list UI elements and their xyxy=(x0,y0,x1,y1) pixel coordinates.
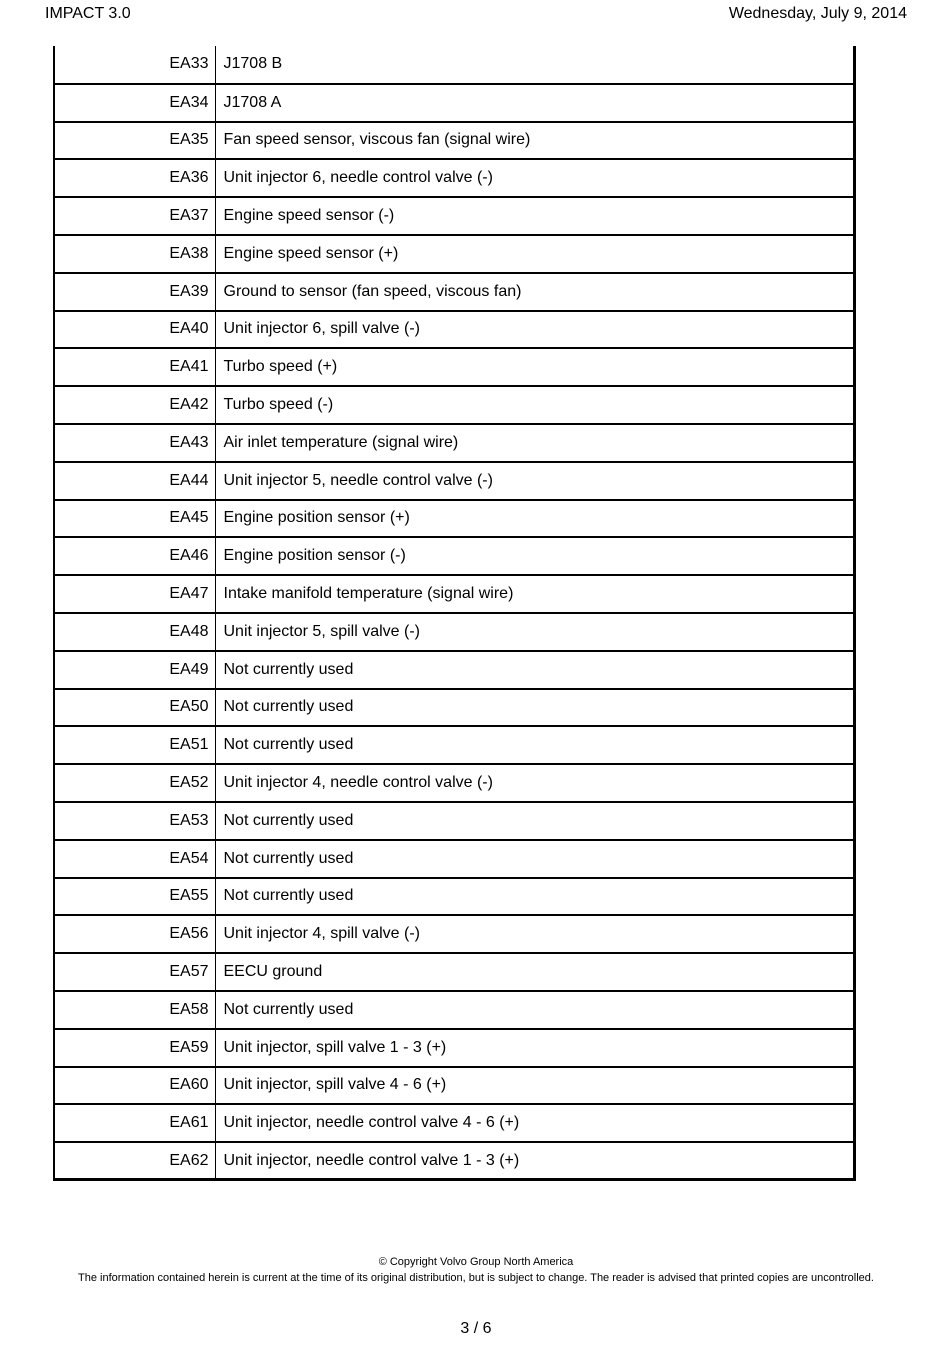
pin-table xyxy=(53,46,856,1181)
pin-code-cell: EA51 xyxy=(54,726,215,764)
pin-code-cell: EA55 xyxy=(54,878,215,916)
table-row xyxy=(54,613,855,651)
pin-code-cell: EA61 xyxy=(54,1104,215,1142)
table-row xyxy=(54,537,855,575)
pin-code-cell: EA60 xyxy=(54,1067,215,1105)
pin-description-cell: Not currently used xyxy=(215,726,855,764)
pin-code-cell: EA38 xyxy=(54,235,215,273)
pin-description-cell: Turbo speed (+) xyxy=(215,348,855,386)
table-row xyxy=(54,348,855,386)
page-number: 3 / 6 xyxy=(460,1320,492,1337)
pin-code-cell: EA58 xyxy=(54,991,215,1029)
pin-description-cell: Unit injector, needle control valve 4 - 6 (+) xyxy=(215,1104,855,1142)
pin-description-cell: Not currently used xyxy=(215,878,855,916)
table-row xyxy=(54,424,855,462)
pin-code-cell: EA48 xyxy=(54,613,215,651)
pin-code-cell: EA45 xyxy=(54,500,215,538)
table-row xyxy=(54,802,855,840)
pin-code-cell: EA50 xyxy=(54,689,215,727)
table-row xyxy=(54,235,855,273)
table-row xyxy=(54,273,855,311)
pin-code-cell: EA34 xyxy=(54,84,215,122)
pin-code-cell: EA59 xyxy=(54,1029,215,1067)
pin-description-cell: Unit injector, spill valve 1 - 3 (+) xyxy=(215,1029,855,1067)
table-row xyxy=(54,197,855,235)
table-row xyxy=(54,651,855,689)
pin-description-cell: Ground to sensor (fan speed, viscous fan) xyxy=(215,273,855,311)
app-title: IMPACT 3.0 xyxy=(45,5,131,22)
pin-code-cell: EA53 xyxy=(54,802,215,840)
table-row xyxy=(54,991,855,1029)
pin-code-cell: EA52 xyxy=(54,764,215,802)
table-row xyxy=(54,953,855,991)
pin-description-cell: Unit injector 5, needle control valve (-) xyxy=(215,462,855,500)
pin-code-cell: EA39 xyxy=(54,273,215,311)
pin-code-cell: EA37 xyxy=(54,197,215,235)
pin-code-cell: EA49 xyxy=(54,651,215,689)
pin-description-cell: J1708 B xyxy=(215,46,855,84)
pin-code-cell: EA33 xyxy=(54,46,215,84)
pin-code-cell: EA62 xyxy=(54,1142,215,1180)
table-row xyxy=(54,764,855,802)
pin-code-cell: EA56 xyxy=(54,915,215,953)
table-row xyxy=(54,500,855,538)
disclaimer-text: The information contained herein is current at the time of its original distribution, but is subject to change. The reader is advised that printed copies are uncontrolled. xyxy=(78,1272,874,1284)
pin-code-cell: EA36 xyxy=(54,159,215,197)
pin-description-cell: Unit injector 6, spill valve (-) xyxy=(215,311,855,349)
table-row xyxy=(54,726,855,764)
pin-code-cell: EA44 xyxy=(54,462,215,500)
pin-code-cell: EA54 xyxy=(54,840,215,878)
pin-code-cell: EA41 xyxy=(54,348,215,386)
table-row xyxy=(54,46,855,84)
table-row xyxy=(54,575,855,613)
pin-description-cell: Engine speed sensor (-) xyxy=(215,197,855,235)
pin-description-cell: Not currently used xyxy=(215,651,855,689)
pin-code-cell: EA42 xyxy=(54,386,215,424)
pin-description-cell: EECU ground xyxy=(215,953,855,991)
table-row xyxy=(54,1067,855,1105)
pin-description-cell: Unit injector 5, spill valve (-) xyxy=(215,613,855,651)
table-row xyxy=(54,386,855,424)
pin-description-cell: Unit injector 6, needle control valve (-) xyxy=(215,159,855,197)
table-row xyxy=(54,1029,855,1067)
pin-code-cell: EA46 xyxy=(54,537,215,575)
pin-description-cell: Engine speed sensor (+) xyxy=(215,235,855,273)
table-row xyxy=(54,878,855,916)
pin-code-cell: EA47 xyxy=(54,575,215,613)
pin-description-cell: Turbo speed (-) xyxy=(215,386,855,424)
pin-code-cell: EA57 xyxy=(54,953,215,991)
table-row xyxy=(54,159,855,197)
pin-description-cell: Unit injector 4, needle control valve (-) xyxy=(215,764,855,802)
table-row xyxy=(54,122,855,160)
pin-description-cell: Air inlet temperature (signal wire) xyxy=(215,424,855,462)
pin-description-cell: Not currently used xyxy=(215,802,855,840)
table-row xyxy=(54,84,855,122)
pin-code-cell: EA35 xyxy=(54,122,215,160)
table-row xyxy=(54,1104,855,1142)
pin-description-cell: Engine position sensor (-) xyxy=(215,537,855,575)
table-row xyxy=(54,689,855,727)
pin-description-cell: Not currently used xyxy=(215,840,855,878)
print-date: Wednesday, July 9, 2014 xyxy=(728,5,907,22)
pin-description-cell: Unit injector, needle control valve 1 - 3 (+) xyxy=(215,1142,855,1180)
pin-code-cell: EA40 xyxy=(54,311,215,349)
table-row xyxy=(54,1142,855,1180)
pin-description-cell: Not currently used xyxy=(215,689,855,727)
pin-description-cell: Not currently used xyxy=(215,991,855,1029)
pin-description-cell: Intake manifold temperature (signal wire) xyxy=(215,575,855,613)
pin-description-cell: Unit injector, spill valve 4 - 6 (+) xyxy=(215,1067,855,1105)
table-row xyxy=(54,311,855,349)
copyright-notice: © Copyright Volvo Group North America xyxy=(378,1256,574,1268)
table-row xyxy=(54,462,855,500)
table-row xyxy=(54,915,855,953)
pin-description-cell: J1708 A xyxy=(215,84,855,122)
pin-code-cell: EA43 xyxy=(54,424,215,462)
pin-description-cell: Unit injector 4, spill valve (-) xyxy=(215,915,855,953)
pin-description-cell: Fan speed sensor, viscous fan (signal wire) xyxy=(215,122,855,160)
pin-description-cell: Engine position sensor (+) xyxy=(215,500,855,538)
pin-table-body xyxy=(54,46,855,1180)
pin-table-container xyxy=(53,46,856,1181)
table-row xyxy=(54,840,855,878)
